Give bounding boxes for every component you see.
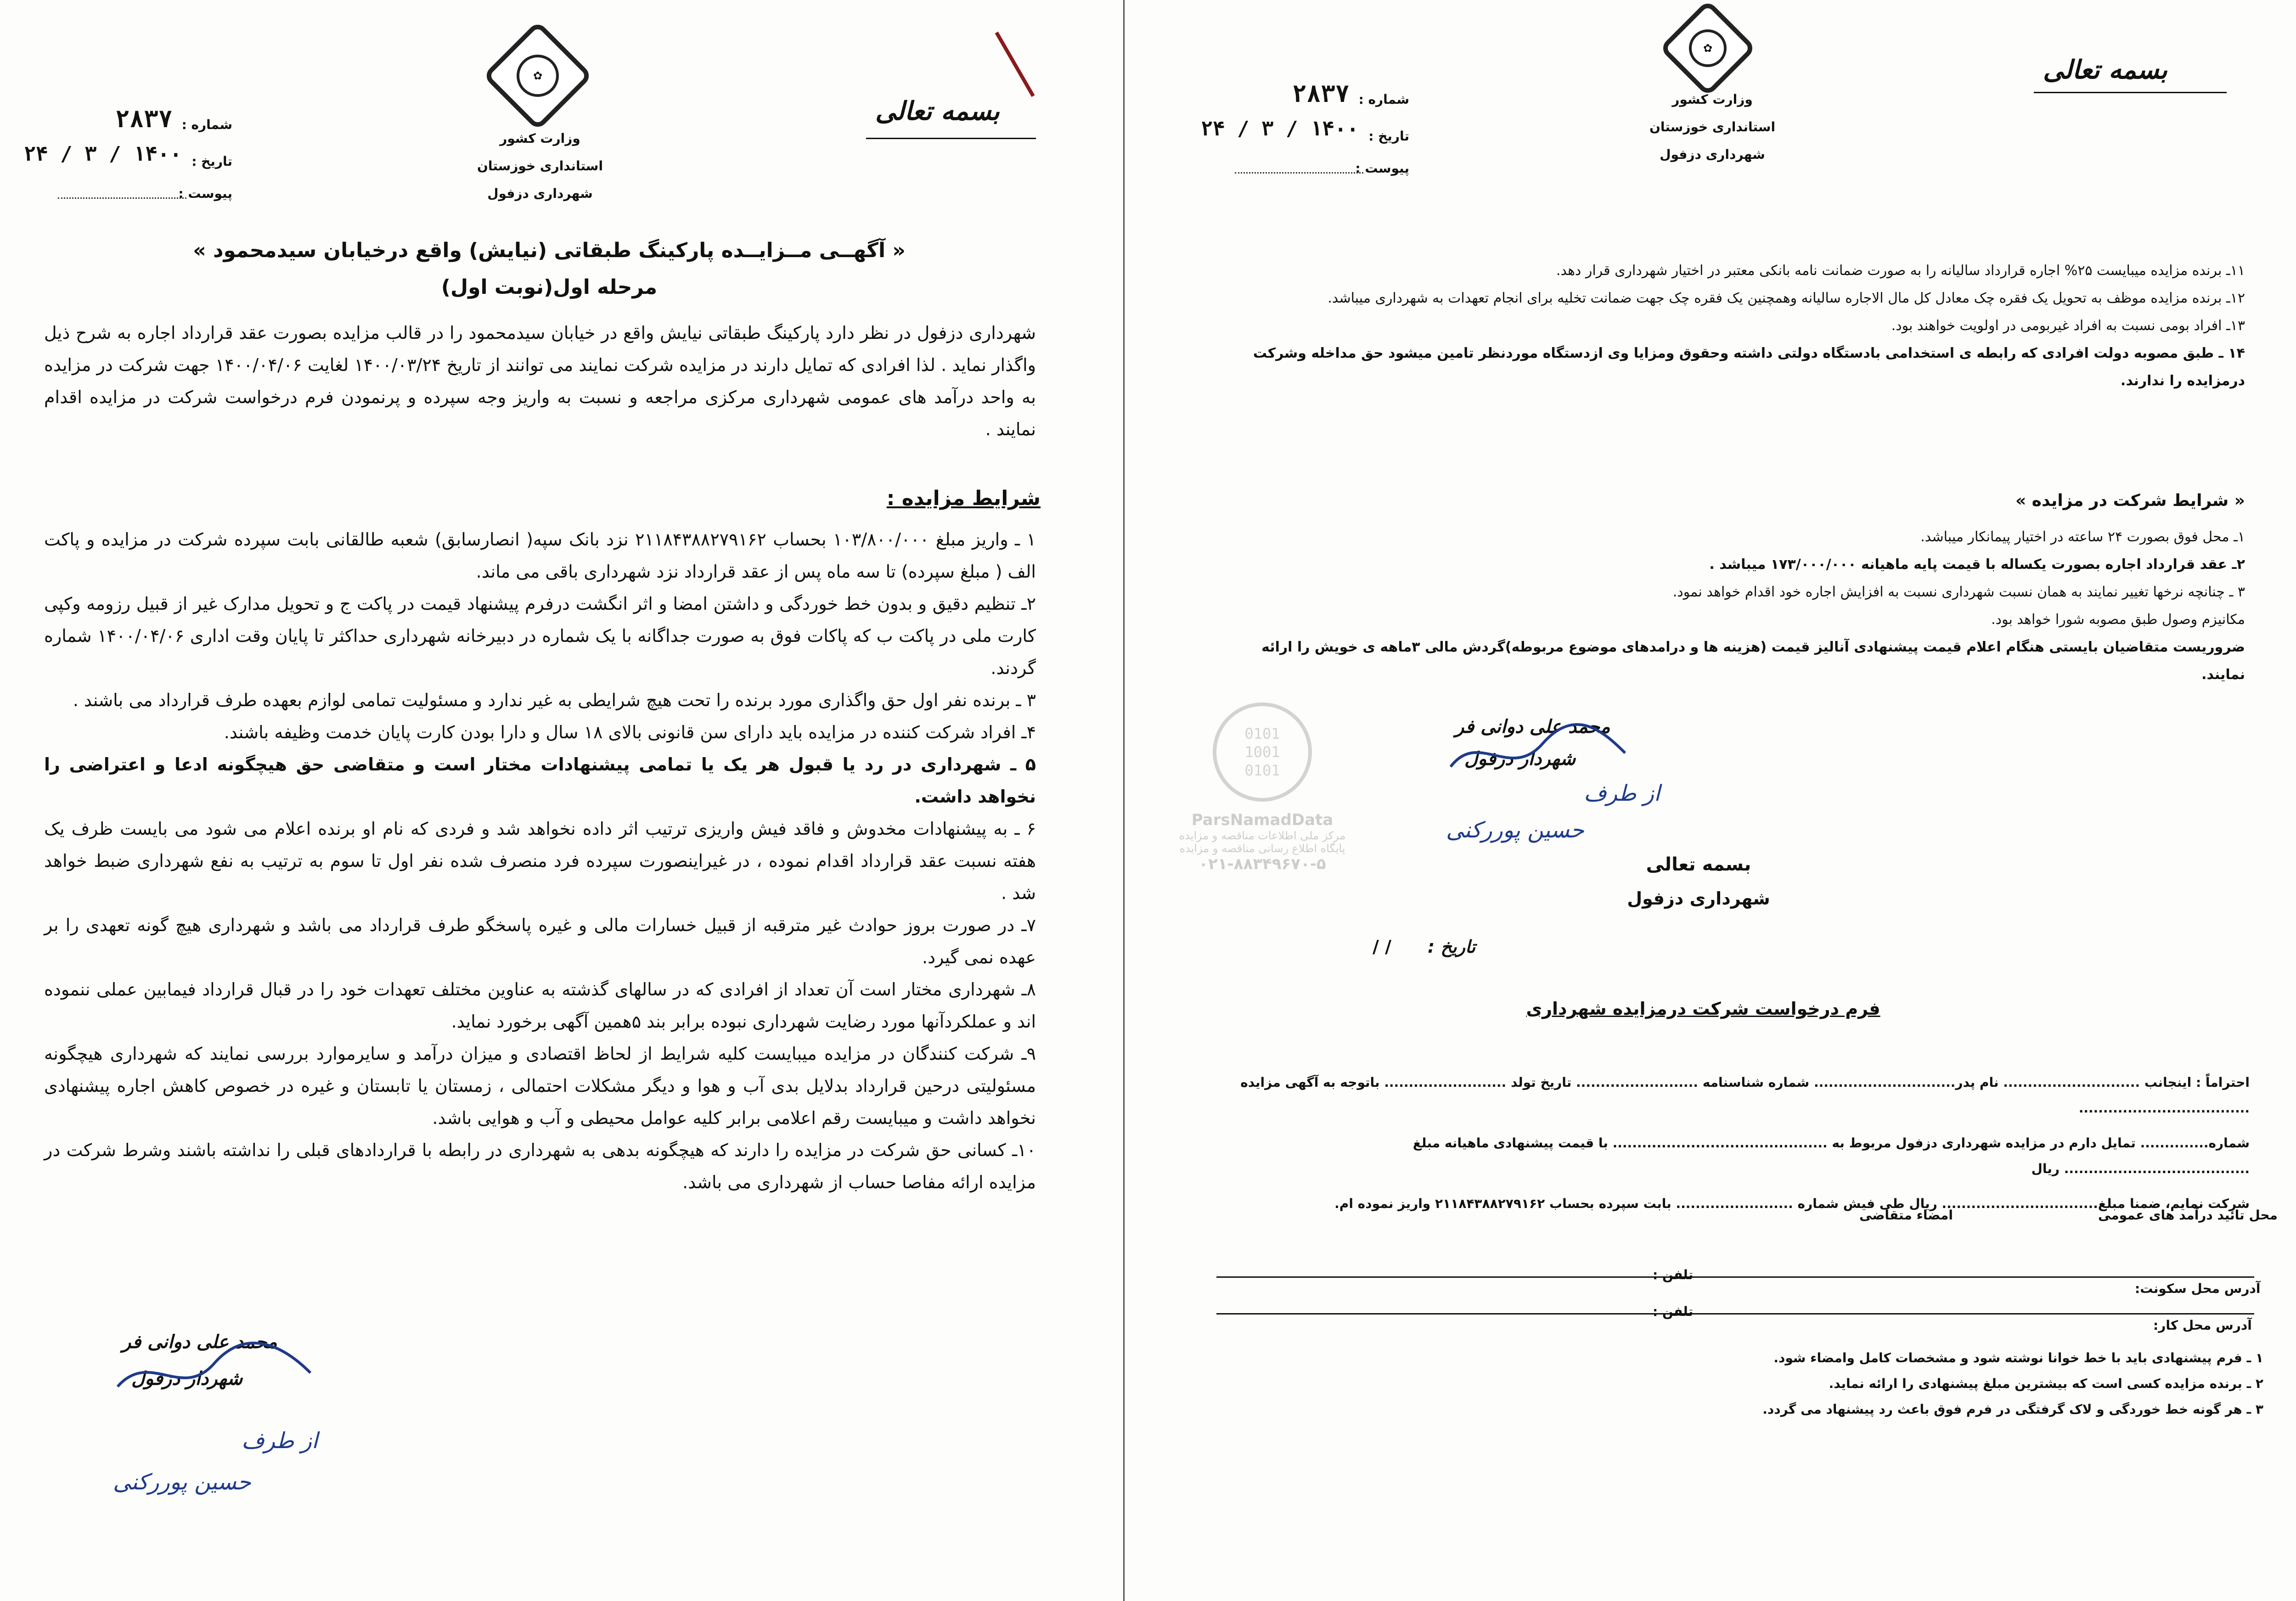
province-label: استانداری خوزستان	[1649, 119, 1776, 135]
bismillah: بسمه تعالی	[875, 96, 1000, 126]
left-page	[0, 0, 1123, 1601]
municipality-emblem-icon: ✿	[499, 37, 577, 115]
participation-item: ۱ـ محل فوق بصورت ۲۴ ساعته در اختیار پیمانکار میباشد.	[1920, 529, 2245, 545]
participation-item: ضروریست متقاضیان بایستی هنگام اعلام قیمت پیشنهادی آنالیز قیمت (هزینه ها و درامدهای موضوع مربوطه)گردش مالی ۳ماهه ی خویش را ارائه نمایند.	[1261, 639, 2245, 683]
condition-item: ۱۳ـ افراد بومی نسبت به افراد غیربومی در اولویت خواهند بود.	[1891, 318, 2245, 334]
form-approval-label: محل تائید درآمد های عمومی	[2098, 1208, 2278, 1223]
participation-item: ۳ ـ چنانچه نرخها تغییر نمایند به همان نسبت شهرداری نسبت به افزایش اجاره خود اقدام خواهد نمود.	[1672, 584, 2245, 600]
conditions-title: شرایط مزایده :	[886, 487, 1041, 510]
right-page	[1123, 0, 2296, 1601]
watermark-line1: مرکز ملی اطلاعات مناقصه و مزایده	[1179, 829, 1346, 842]
signer-title: شهردار دزفول	[1464, 748, 1576, 770]
participation-item: مکانیزم وصول طبق مصوبه شورا خواهد بود.	[1991, 612, 2245, 628]
watermark-line2: پایگاه اطلاع رسانی مناقصه و مزایده	[1179, 842, 1345, 855]
condition-item: ۶ ـ به پیشنهادات مخدوش و فاقد فیش واریزی ترتیب اثر داده نخواهد شد و فردی که نام او برنده اعلام می شود می بایست ظرف یک هفته نسبت عقد قرارداد اقدام نموده ، در غیراینصورت سپرده فرد منصرف شده نفر اول تا سوم به ترتیب به نفع شهرداری ضبط خواهد شد .	[44, 819, 1036, 903]
signer-name: محمد علی دوانی فر	[122, 1331, 277, 1353]
form-line: شرکت نمایم، ضمنا مبلغ................................ ریال طی فیش شماره ........................ بابت سپرده بحساب ۲۱۱۸۴۳۸۸۲۷۹۱۶۲ واریز نموده ام.	[1334, 1196, 2250, 1211]
watermark	[1143, 702, 1382, 960]
form-bismillah: بسمه تعالی	[1646, 854, 1751, 875]
participation-list	[1235, 523, 2245, 689]
on-behalf-label: از طرف	[1584, 781, 1660, 806]
watermark-digits: 0101 1001 0101	[1244, 725, 1280, 779]
pen-mark	[995, 32, 1035, 97]
on-behalf-label: از طرف	[242, 1428, 318, 1454]
letter-meta	[1171, 73, 1409, 179]
province-label: استانداری خوزستان	[477, 158, 603, 174]
attach-label: پیوست :	[178, 186, 232, 201]
notice-stage: مرحله اول(نوبت اول)	[441, 275, 658, 299]
number-label: شماره :	[1358, 92, 1409, 107]
conditions-list-continued	[1235, 257, 2245, 395]
participation-title: « شرایط شرکت در مزایده »	[2015, 491, 2245, 510]
number-label: شماره :	[181, 117, 232, 132]
date-label: تاریخ :	[191, 154, 232, 169]
date-label: تاریخ :	[1368, 129, 1409, 144]
form-sign-label: امضاء متقاضی	[1859, 1208, 1953, 1223]
condition-item: ۱۲ـ برنده مزایده موظف به تحویل یک فقره چک معادل کل مال الاجاره سالیانه وهمچنین یک فقره چک جهت ضمانت تخلیه برای انجام تعهدات به شهرداری میباشد.	[1328, 290, 2245, 306]
form-title: فرم درخواست شرکت درمزایده شهرداری	[1526, 999, 1880, 1019]
residence-address-label: آدرس محل سکونت:	[2135, 1281, 2261, 1296]
signer-title: شهردار دزفول	[131, 1368, 243, 1389]
date-value: ۱۴۰۰ / ۳ / ۲۴	[1200, 117, 1359, 140]
municipality-label: شهرداری دزفول	[487, 186, 593, 201]
condition-item: ۱۴ ـ طبق مصوبه دولت افرادی که رابطه ی استخدامی بادستگاه دولتی داشته وحقوق ومزایا وی ازدستگاه موردنظر تامین میشود حق مداخله وشرکت درمزایده را ندارند.	[1253, 345, 2245, 389]
residence-phone-label: تلفن :	[1653, 1267, 1694, 1282]
letter-meta	[0, 106, 232, 207]
form-note: ۳ ـ هر گونه خط خوردگی و لاک گرفتگی در فرم فوق باعث رد پیشنهاد می گردد.	[1762, 1402, 2263, 1417]
form-date-value: / /	[1373, 937, 1391, 957]
condition-item: ۴ـ افراد شرکت کننده در مزایده باید دارای سن قانونی بالای ۱۸ سال و دارا بودن کارت پایان خدمت وظیفه باشند.	[224, 722, 1036, 742]
notice-intro: شهرداری دزفول در نظر دارد پارکینگ طبقاتی نیایش واقع در خیابان سیدمحمود را در قالب مزایده بصورت عقد قرارداد اجاره به شرح ذیل واگذار نماید . لذا افرادی که تمایل دارند در مزایده شرکت نمایند می توانند از تاریخ ۱۴۰۰/۰۳/۲۴ لغایت ۱۴۰۰/۰۴/۰۶ جهت شرکت در مزایده به واحد درآمد های عمومی شهرداری مرکزی مراجعه و نسبت به واریز وجه سپرده و پرنمودن فرم درخواست شرکت در مزایده اقدام نمایند .	[44, 323, 1036, 439]
form-note: ۲ ـ برنده مزایده کسی است که بیشترین مبلغ پیشنهادی را ارائه نماید.	[1829, 1376, 2263, 1391]
handwritten-signer: حسین پوررکنی	[1446, 817, 1584, 843]
notice-title: « آگهــی مــزایــده پارکینگ طبقاتی (نیایش) واقع درخیابان سیدمحمود »	[193, 239, 906, 262]
condition-item: ۲ـ تنظیم دقیق و بدون خط خوردگی و داشتن امضا و اثر انگشت درفرم پیشنهاد قیمت در پاکت ج و تحویل مدارک غیر از قبیل رزومه وکپی کارت ملی در پاکت ب که پاکات فوق به صورت جداگانه با یک شماره در دبیرخانه شهرداری حداکثر تا پایان وقت اداری ۱۴۰۰/۰۴/۰۶ شماره گردند.	[44, 594, 1036, 678]
condition-item: ۵ ـ شهرداری در رد یا قبول هر یک یا تمامی پیشنهادات مختار است و متقاضی حق هیچگونه ادعا و اعتراضی را نخواهد داشت.	[44, 754, 1036, 807]
form-notes	[1492, 1345, 2263, 1422]
watermark-logo-icon	[1213, 702, 1312, 802]
watermark-brand: ParsNamadData	[1191, 811, 1334, 829]
number-value: ۲۸۳۷	[115, 106, 173, 133]
form-line: احتراماً : اینجانب ............................ نام پدر............................. شماره شناسنامه ......................... تاریخ تولد ......................... باتوجه به آگهی مزایده ...................................	[1240, 1075, 2250, 1116]
signature-scribble	[108, 1331, 320, 1405]
number-value: ۲۸۳۷	[1292, 80, 1350, 108]
form-note: ۱ ـ فرم پیشنهادی باید با خط خوانا نوشته شود و مشخصات کامل وامضاء شود.	[1773, 1350, 2263, 1365]
municipality-emblem-icon: ✿	[1673, 14, 1742, 83]
application-form	[1235, 1070, 2250, 1217]
work-address-label: آدرس محل کار:	[2153, 1318, 2252, 1333]
condition-item: ۹ـ شرکت کنندگان در مزایده میبایست کلیه شرایط از لحاظ اقتصادی و میزان درآمد و سایرموارد بررسی نمایند که شهرداری هیچگونه مسئولیتی درحین قرارداد بدلایل بدی آب و هوا و دیگر مشکلات احتمالی ، زمستان یا تابستان و غیره در خصوص کاهش اجاره پیشنهادی نخواهد داشت و میبایست رقم اعلامی برابر کلیه عوامل محیطی و آب و هوایی باشد.	[44, 1044, 1036, 1128]
signer-name: محمد علی دوانی فر	[1455, 716, 1610, 737]
bismillah: بسمه تعالی	[2043, 55, 2167, 85]
form-line: شماره.............. تمایل دارم در مزایده شهرداری دزفول مربوط به ............................................ با قیمت پیشنهادی ماهیانه مبلغ ...................................... ریال	[1412, 1135, 2250, 1176]
date-value: ۱۴۰۰ / ۳ / ۲۴	[23, 142, 182, 166]
ministry-label: وزارت کشور	[500, 131, 580, 146]
condition-item: ۳ ـ برنده نفر اول حق واگذاری مورد برنده را تحت هیچ شرایطی به غیر ندارد و مسئولیت تمامی لوازم بعهده طرف قرارداد می باشند .	[73, 690, 1036, 710]
ministry-label: وزارت کشور	[1672, 92, 1753, 107]
condition-item: ۸ـ شهرداری مختار است آن تعداد از افرادی که در سالهای گذشته به عناوین مختلف تعهدات خود را در قبال قرارداد فیمابین عملی ننموده اند و عملکردآنها مورد رضایت شهرداری نبوده برابر بند ۵همین آگهی برخورد نماید.	[44, 979, 1036, 1032]
condition-item: ۱۱ـ برنده مزایده میبایست ۲۵% اجاره قرارداد سالیانه را به صورت ضمانت نامه بانکی معتبر در اختیار شهرداری قرار دهد.	[1556, 263, 2245, 279]
form-date-label: تاریخ :	[1428, 937, 1476, 957]
form-municipality: شهرداری دزفول	[1627, 888, 1770, 909]
handwritten-signer: حسین پوررکنی	[113, 1469, 251, 1495]
work-phone-label: تلفن :	[1653, 1304, 1694, 1319]
condition-item: ۷ـ در صورت بروز حوادث غیر مترقبه از قبیل خسارات مالی و غیره پاسخگو طرف قرارداد می باشد و شهرداری هیچ گونه تعهدی را بر عهده نمی گیرد.	[44, 915, 1036, 967]
conditions-list	[44, 523, 1036, 1198]
watermark-phone: ۰۲۱-۸۸۳۴۹۶۷۰-۵	[1199, 855, 1326, 873]
condition-item: ۱ ـ واریز مبلغ ۱۰۳/۸۰۰/۰۰۰ بحساب ۲۱۱۸۴۳۸۸۲۷۹۱۶۲ نزد بانک سپه( انصارسابق) شعبه طالقانی بابت سپرده شرکت در مزایده و پاکت الف ( مبلغ سپرده) تا سه ماه پس از عقد قرارداد نزد شهرداری باقی می ماند.	[44, 529, 1036, 582]
condition-item: ۱۰ـ کسانی حق شرکت در مزایده را دارند که هیچگونه بدهی به شهرداری در رابطه با قراردادهای قبلی را نداشته باشند وشرط شرکت در مزایده ارائه مفاصا حساب از شهرداری می باشد.	[44, 1140, 1036, 1192]
signature-scribble	[1441, 716, 1634, 785]
participation-item: ۲ـ عقد قرارداد اجاره بصورت یکساله با قیمت پایه ماهیانه ۱۷۳/۰۰۰/۰۰۰ میباشد .	[1709, 556, 2245, 573]
municipality-label: شهرداری دزفول	[1660, 147, 1765, 162]
attach-label: پیوست :	[1355, 161, 1409, 176]
